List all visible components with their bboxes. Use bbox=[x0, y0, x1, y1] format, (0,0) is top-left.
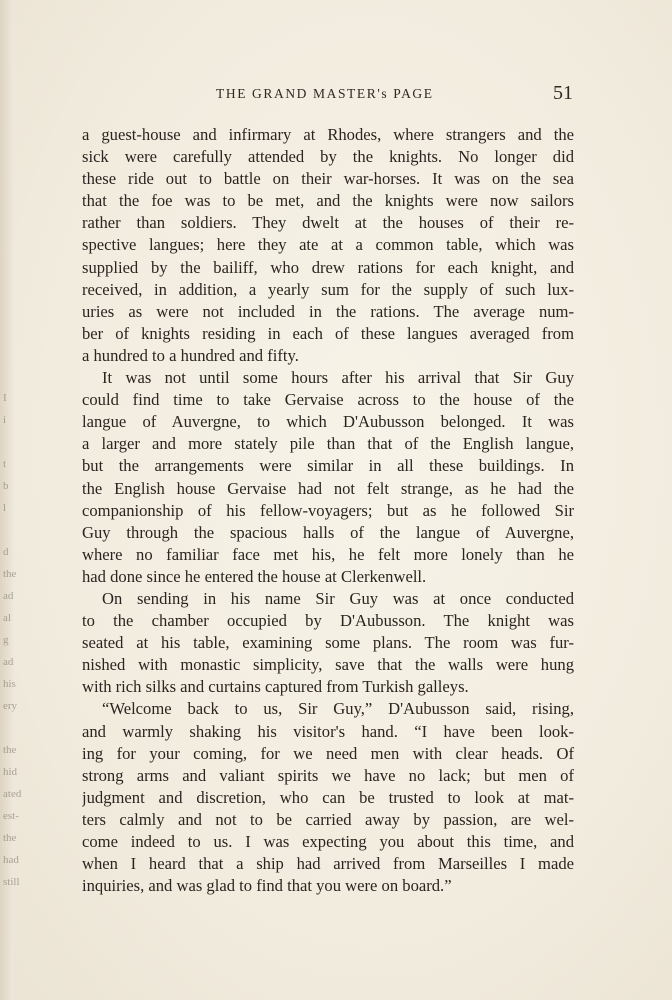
bleed-fragment: his bbox=[3, 678, 16, 690]
paragraph-first-line: It was not until some hours after his arrival that Sir Guy bbox=[102, 368, 574, 388]
text-line: a larger and more stately pile than that of the English langue, bbox=[82, 434, 574, 454]
text-line: ber of knights residing in each of these langues averaged from bbox=[82, 323, 574, 343]
bleed-fragment: ad bbox=[3, 656, 14, 668]
text-line: to the chamber occupied by D'Aubusson. The knight was bbox=[82, 611, 574, 631]
text-line: but the arrangements were similar in all these buildings. In bbox=[82, 456, 574, 476]
bleed-fragment: est- bbox=[3, 810, 19, 822]
running-head: THE GRAND MASTER's PAGE bbox=[216, 86, 434, 101]
text-line: a hundred to a hundred and fifty. bbox=[82, 345, 299, 365]
bleed-fragment: ad bbox=[3, 590, 14, 602]
page-number: 51 bbox=[553, 82, 573, 104]
bleed-fragment: l bbox=[3, 502, 7, 514]
text-line: had done since he entered the house at Clerkenwell. bbox=[82, 566, 427, 586]
text-line: rather than soldiers. They dwelt at the houses of their re- bbox=[82, 213, 574, 233]
text-line: strong arms and valiant spirits we have no lack; but men of bbox=[82, 765, 574, 785]
paragraph-first-line: “Welcome back to us, Sir Guy,” D'Aubusson said, rising, bbox=[102, 699, 574, 719]
bleed-fragment: ated bbox=[3, 788, 22, 800]
text-line: when I heard that a ship had arrived from Marseilles I made bbox=[82, 854, 574, 874]
text-line: the English house Gervaise had not felt strange, as he had the bbox=[82, 478, 574, 498]
bleed-fragment: d bbox=[3, 546, 9, 558]
bleed-fragment: i bbox=[3, 414, 7, 426]
text-line: come indeed to us. I was expecting you about this time, and bbox=[82, 832, 574, 851]
text-line: sick were carefully attended by the knights. No longer did bbox=[82, 147, 574, 167]
bleed-fragment: still bbox=[3, 876, 20, 888]
bleed-fragment: g bbox=[3, 634, 9, 646]
text-line: companionship of his fellow-voyagers; but as he followed Sir bbox=[82, 500, 574, 520]
text-line: langue of Auvergne, to which D'Aubusson belonged. It was bbox=[82, 412, 574, 432]
text-line: supplied by the bailiff, who drew rations for each knight, and bbox=[82, 257, 574, 277]
bleed-fragment: hid bbox=[3, 766, 18, 778]
text-line: Guy through the spacious halls of the langue of Auvergne, bbox=[82, 522, 574, 542]
bleed-fragment: al bbox=[3, 612, 11, 624]
text-line: with rich silks and curtains captured from Turkish galleys. bbox=[82, 677, 469, 697]
text-line: ters calmly and not to be carried away by passion, are wel- bbox=[82, 809, 574, 829]
body-text bbox=[82, 124, 574, 897]
text-line: where no familiar face met his, he felt more lonely than he bbox=[82, 544, 574, 564]
text-line: spective langues; here they ate at a common table, which was bbox=[82, 235, 574, 255]
text-line: and warmly shaking his visitor's hand. “I have been look- bbox=[82, 721, 574, 741]
text-line: could find time to take Gervaise across to the house of the bbox=[82, 390, 574, 410]
text-line: received, in addition, a yearly sum for the supply of such lux- bbox=[82, 279, 574, 299]
text-line: seated at his table, examining some plans. The room was fur- bbox=[82, 633, 574, 653]
text-line: a guest-house and infirmary at Rhodes, where strangers and the bbox=[82, 125, 574, 144]
text-line: judgment and discretion, who can be trusted to look at mat- bbox=[82, 787, 574, 807]
text-line: ing for your coming, for we need men with clear heads. Of bbox=[82, 743, 574, 763]
bleed-fragment: the bbox=[3, 832, 17, 844]
bleed-fragment: t bbox=[3, 458, 7, 470]
text-line: nished with monastic simplicity, save that the walls were hung bbox=[82, 655, 574, 675]
page-gutter-shadow bbox=[0, 0, 17, 1000]
text-line: these ride out to battle on their war-horses. It was on the sea bbox=[82, 169, 574, 189]
bleed-fragment: ery bbox=[3, 700, 18, 712]
bleed-fragment: had bbox=[3, 854, 19, 866]
bleed-fragment: I bbox=[3, 392, 7, 404]
text-line: inquiries, and was glad to find that you were on board.” bbox=[82, 876, 452, 896]
paragraph-first-line: On sending in his name Sir Guy was at once conducted bbox=[102, 588, 574, 608]
text-line: that the foe was to be met, and the knights were now sailors bbox=[82, 191, 574, 211]
bleed-fragment: b bbox=[3, 480, 9, 492]
bleed-fragment: the bbox=[3, 568, 17, 580]
text-line: uries as were not included in the rations. The average num- bbox=[82, 301, 574, 321]
bleed-fragment: the bbox=[3, 744, 17, 756]
